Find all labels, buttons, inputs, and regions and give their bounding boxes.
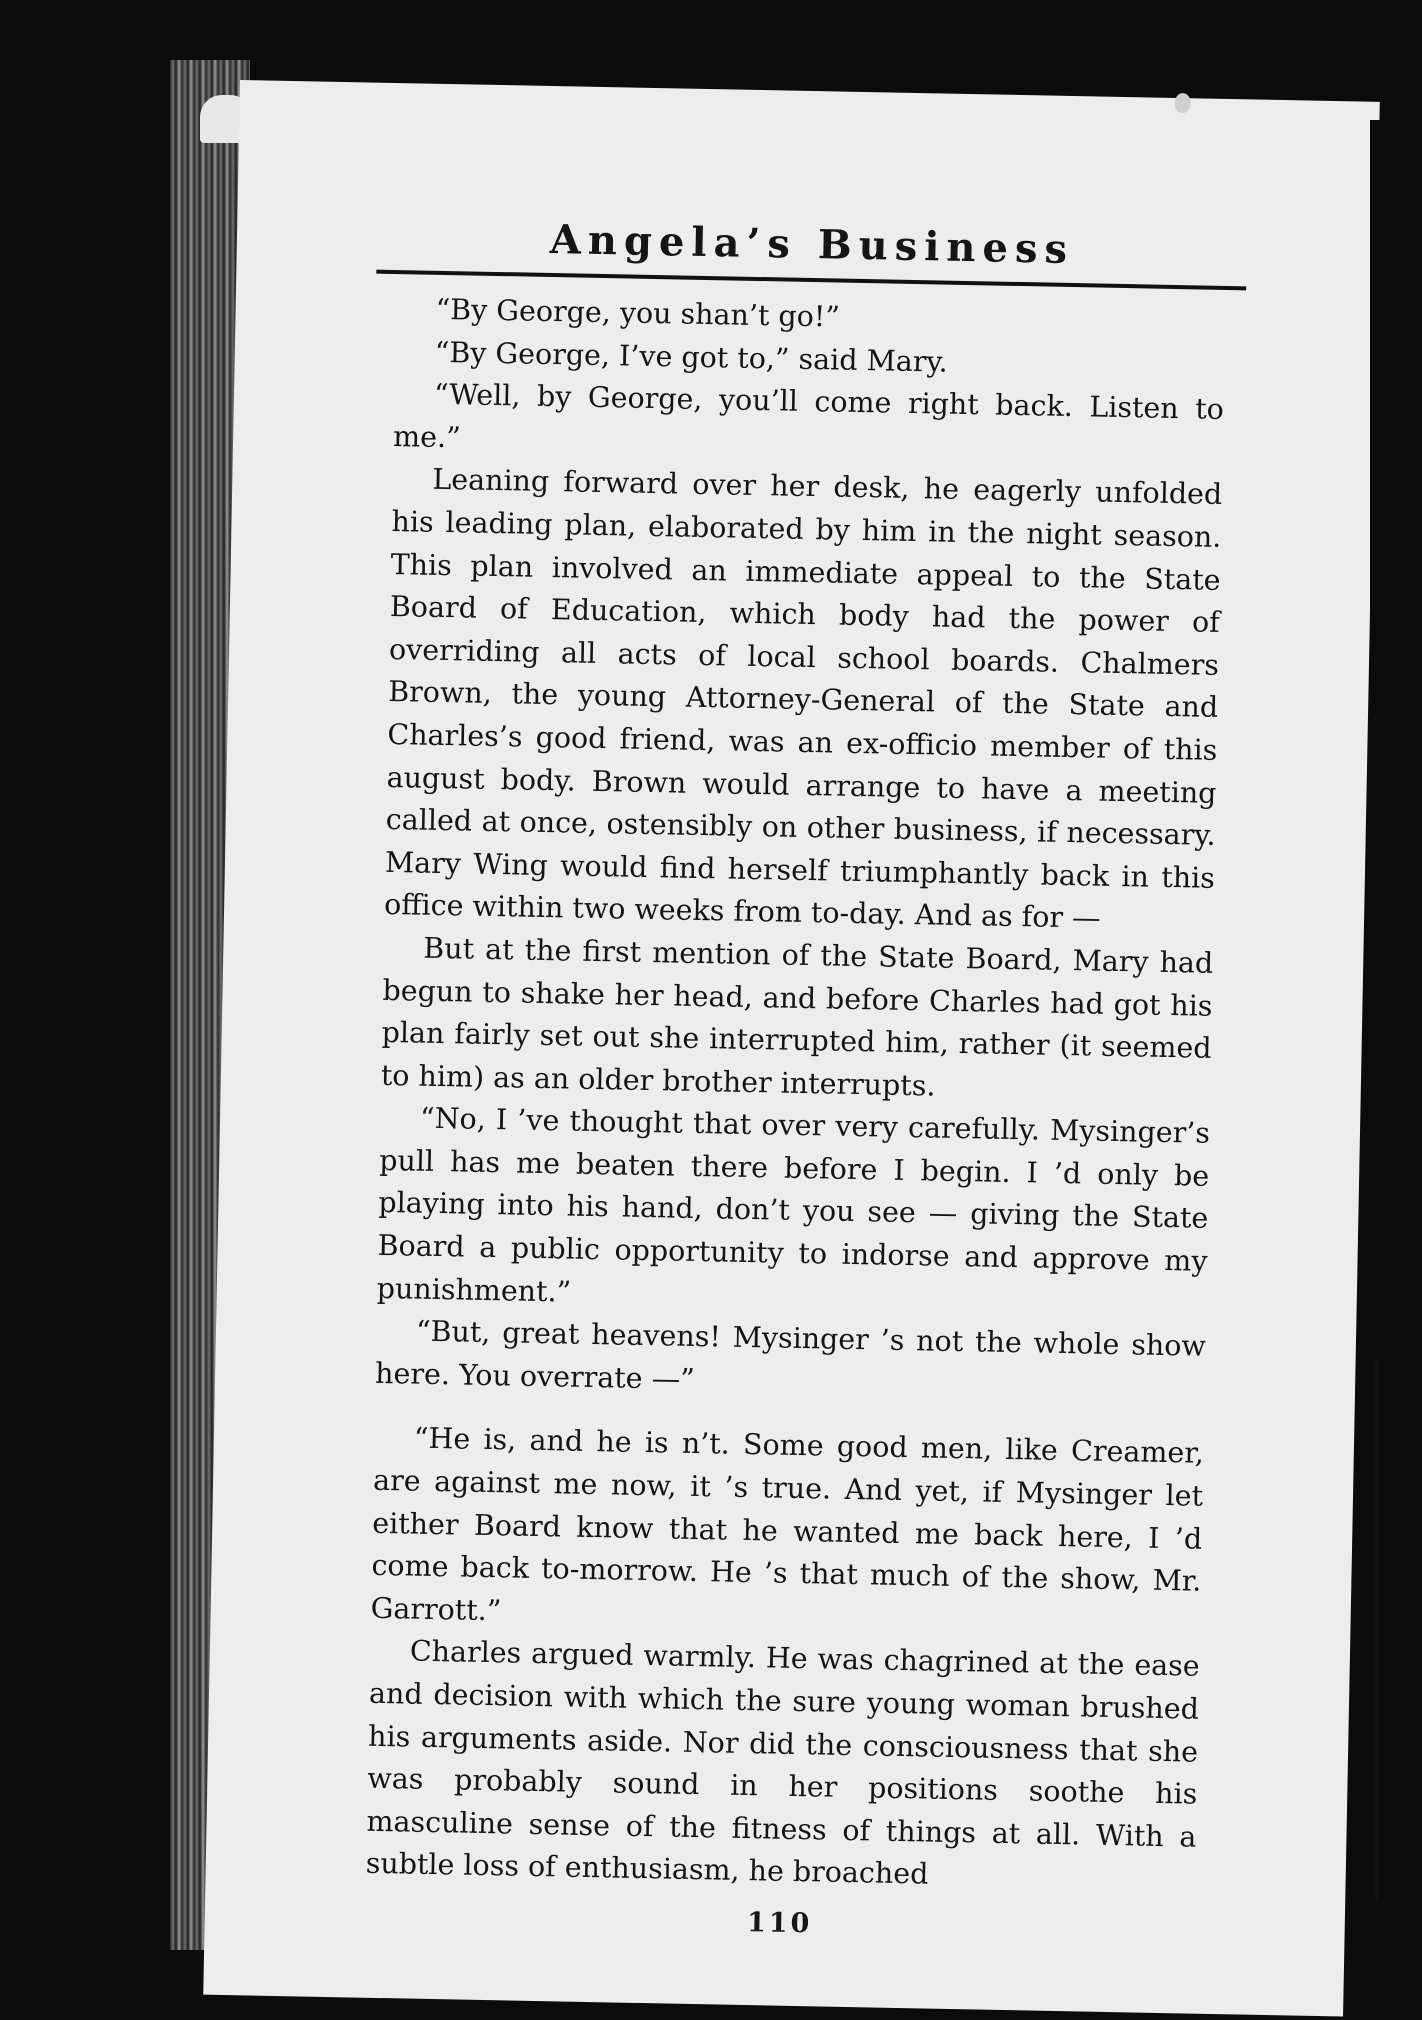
page-text-block: [364, 213, 1227, 1947]
running-head: Angela’s Business: [549, 215, 1075, 274]
paragraph-5: But at the first mention of the State Board, Mary had begun to shake her head, and before Charles had got his plan fairly set out she interrupted him, rather (it seemed to him) as an older brother interrupts.: [380, 931, 1214, 1103]
page-number: 110: [746, 1907, 813, 1940]
paragraph-2: “By George, I’ve got to,” said Mary.: [434, 335, 949, 379]
paragraph-9: Charles argued warmly. He was chagrined at the ease and decision with which the sure young woman brushed his arguments aside. Nor did the consciousness that she was probably sound in her positions soothe his masculine sense of the fitness of things at all. With a subtle loss of enthusiasm, he broached: [365, 1634, 1201, 1891]
paragraph-8: “He is, and he is n’t. Some good men, like Creamer, are against me now, it ’s true. And yet, if Mysinger let either Board know that he wanted me back here, I ’d come back to-morrow. He ’s that much of the show, Mr. Garrott.”: [370, 1422, 1205, 1628]
paragraph-6: “No, I ’ve thought that over very carefully. Mysinger’s pull has me beaten there before I begin. I ’d only be playing into his hand, don’t you see — giving the State Board a public opportunity to indorse and approve my punishment.”: [376, 1101, 1211, 1309]
dust-speck: [1175, 93, 1191, 113]
page-edge-line: [1375, 1360, 1378, 1900]
paragraph-3: “Well, by George, you’ll come right back. Listen to me.”: [392, 377, 1225, 455]
paragraph-1: “By George, you shan’t go!”: [435, 292, 841, 334]
book-page: [203, 80, 1380, 2017]
paragraph-4: Leaning forward over her desk, he eagerly unfolded his leading plan, elaborated by him in the night season. This plan involved an immediate appeal to the State Board of Education, which body had the power of overriding all acts of local school boards. Chalmers Brown, the young Attorney-General of the State and Charles’s good friend, was an ex-officio member of this august body. Brown would arrange to have a meeting called at once, ostensibly on other business, if necessary. Mary Wing would find herself triumphantly back in this office within two weeks from to-day. And as for —: [383, 463, 1223, 935]
paragraph-7: “But, great heavens! Mysinger ’s not the whole show here. You overrate —”: [374, 1314, 1207, 1396]
